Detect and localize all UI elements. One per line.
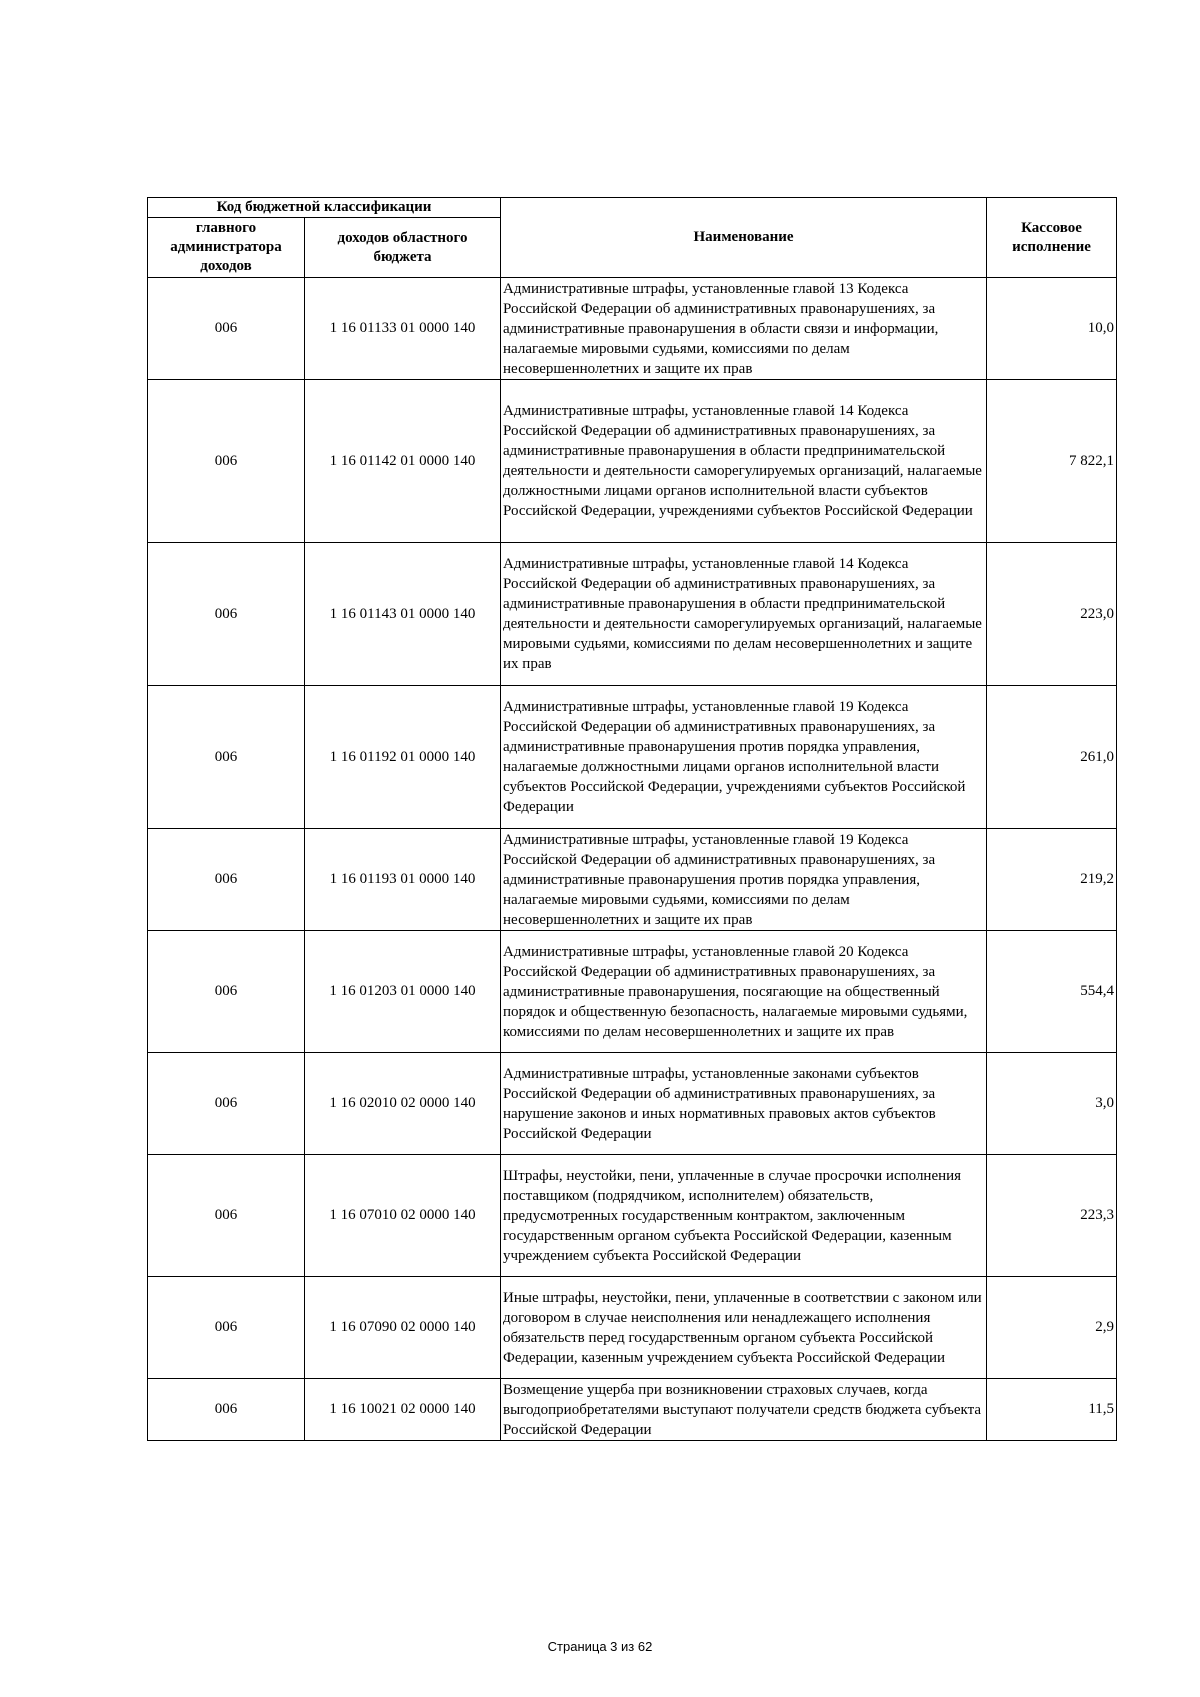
income-code-cell: 1 16 07010 02 0000 140 [305,1155,501,1277]
income-code-cell: 1 16 07090 02 0000 140 [305,1277,501,1379]
header-budget-classification-code: Код бюджетной классификации [148,198,501,218]
table-row [148,278,1117,380]
admin-code-cell: 006 [148,1155,305,1277]
name-cell: Иные штрафы, неустойки, пени, уплаченные в соответствии с законом или договором в случае неисполнения или ненадлежащего исполнения обязательств перед государственным органом субъекта Российской Федерации, казенным учреждением субъекта Российской Федерации [501,1277,987,1379]
value-cell: 11,5 [987,1379,1117,1441]
value-cell: 554,4 [987,931,1117,1053]
income-code-cell: 1 16 01142 01 0000 140 [305,380,501,543]
admin-code-cell: 006 [148,686,305,829]
page-number-footer: Страница 3 из 62 [547,1639,653,1654]
table-row [148,1155,1117,1277]
budget-income-table [147,197,1117,1441]
admin-code-cell: 006 [148,543,305,686]
name-cell: Штрафы, неустойки, пени, уплаченные в случае просрочки исполнения поставщиком (подрядчиком, исполнителем) обязательств, предусмотренных государственным контрактом, заключенным государственным органом субъекта Российской Федерации, казенным учреждением субъекта Российской Федерации [501,1155,987,1277]
name-cell: Административные штрафы, установленные главой 14 Кодекса Российской Федерации об административных правонарушениях, за административные правонарушения в области предпринимательской деятельности и деятельности саморегулируемых организаций, налагаемые мировыми судьями, комиссиями по делам несовершеннолетних и защите их прав [501,543,987,686]
header-chief-administrator: главного администратора доходов [148,218,305,278]
admin-code-cell: 006 [148,931,305,1053]
income-code-cell: 1 16 01192 01 0000 140 [305,686,501,829]
admin-code-cell: 006 [148,1277,305,1379]
table-row [148,1379,1117,1441]
value-cell: 7 822,1 [987,380,1117,543]
table-row [148,686,1117,829]
name-cell: Административные штрафы, установленные главой 13 Кодекса Российской Федерации об административных правонарушениях, за административные правонарушения в области связи и информации, налагаемые мировыми судьями, комиссиями по делам несовершеннолетних и защите их прав [501,278,987,380]
table-row [148,829,1117,931]
value-cell: 223,3 [987,1155,1117,1277]
value-cell: 261,0 [987,686,1117,829]
admin-code-cell: 006 [148,829,305,931]
table-row [148,1277,1117,1379]
header-cash-execution: Кассовое исполнение [987,198,1117,278]
admin-code-cell: 006 [148,380,305,543]
value-cell: 223,0 [987,543,1117,686]
table-row [148,1053,1117,1155]
table-row [148,543,1117,686]
value-cell: 10,0 [987,278,1117,380]
name-cell: Административные штрафы, установленные главой 19 Кодекса Российской Федерации об административных правонарушениях, за административные правонарушения против порядка управления, налагаемые должностными лицами органов исполнительной власти субъектов Российской Федерации, учреждениями субъектов Российской Федерации [501,686,987,829]
value-cell: 219,2 [987,829,1117,931]
income-code-cell: 1 16 01143 01 0000 140 [305,543,501,686]
value-cell: 2,9 [987,1277,1117,1379]
header-name: Наименование [501,198,987,278]
header-regional-budget-income: доходов областного бюджета [305,218,501,278]
name-cell: Административные штрафы, установленные главой 14 Кодекса Российской Федерации об административных правонарушениях, за административные правонарушения в области предпринимательской деятельности и деятельности саморегулируемых организаций, налагаемые должностными лицами органов исполнительной власти субъектов Российской Федерации, учреждениями субъектов Российской Федерации [501,380,987,543]
table-row [148,931,1117,1053]
income-code-cell: 1 16 02010 02 0000 140 [305,1053,501,1155]
income-code-cell: 1 16 01133 01 0000 140 [305,278,501,380]
admin-code-cell: 006 [148,278,305,380]
income-code-cell: 1 16 01203 01 0000 140 [305,931,501,1053]
name-cell: Административные штрафы, установленные главой 19 Кодекса Российской Федерации об административных правонарушениях, за административные правонарушения против порядка управления, налагаемые мировыми судьями, комиссиями по делам несовершеннолетних и защите их прав [501,829,987,931]
income-code-cell: 1 16 01193 01 0000 140 [305,829,501,931]
name-cell: Возмещение ущерба при возникновении страховых случаев, когда выгодоприобретателями выступают получатели средств бюджета субъекта Российской Федерации [501,1379,987,1441]
name-cell: Административные штрафы, установленные законами субъектов Российской Федерации об административных правонарушениях, за нарушение законов и иных нормативных правовых актов субъектов Российской Федерации [501,1053,987,1155]
table-row [148,380,1117,543]
admin-code-cell: 006 [148,1053,305,1155]
name-cell: Административные штрафы, установленные главой 20 Кодекса Российской Федерации об административных правонарушениях, за административные правонарушения, посягающие на общественный порядок и общественную безопасность, налагаемые мировыми судьями, комиссиями по делам несовершеннолетних и защите их прав [501,931,987,1053]
admin-code-cell: 006 [148,1379,305,1441]
income-code-cell: 1 16 10021 02 0000 140 [305,1379,501,1441]
value-cell: 3,0 [987,1053,1117,1155]
